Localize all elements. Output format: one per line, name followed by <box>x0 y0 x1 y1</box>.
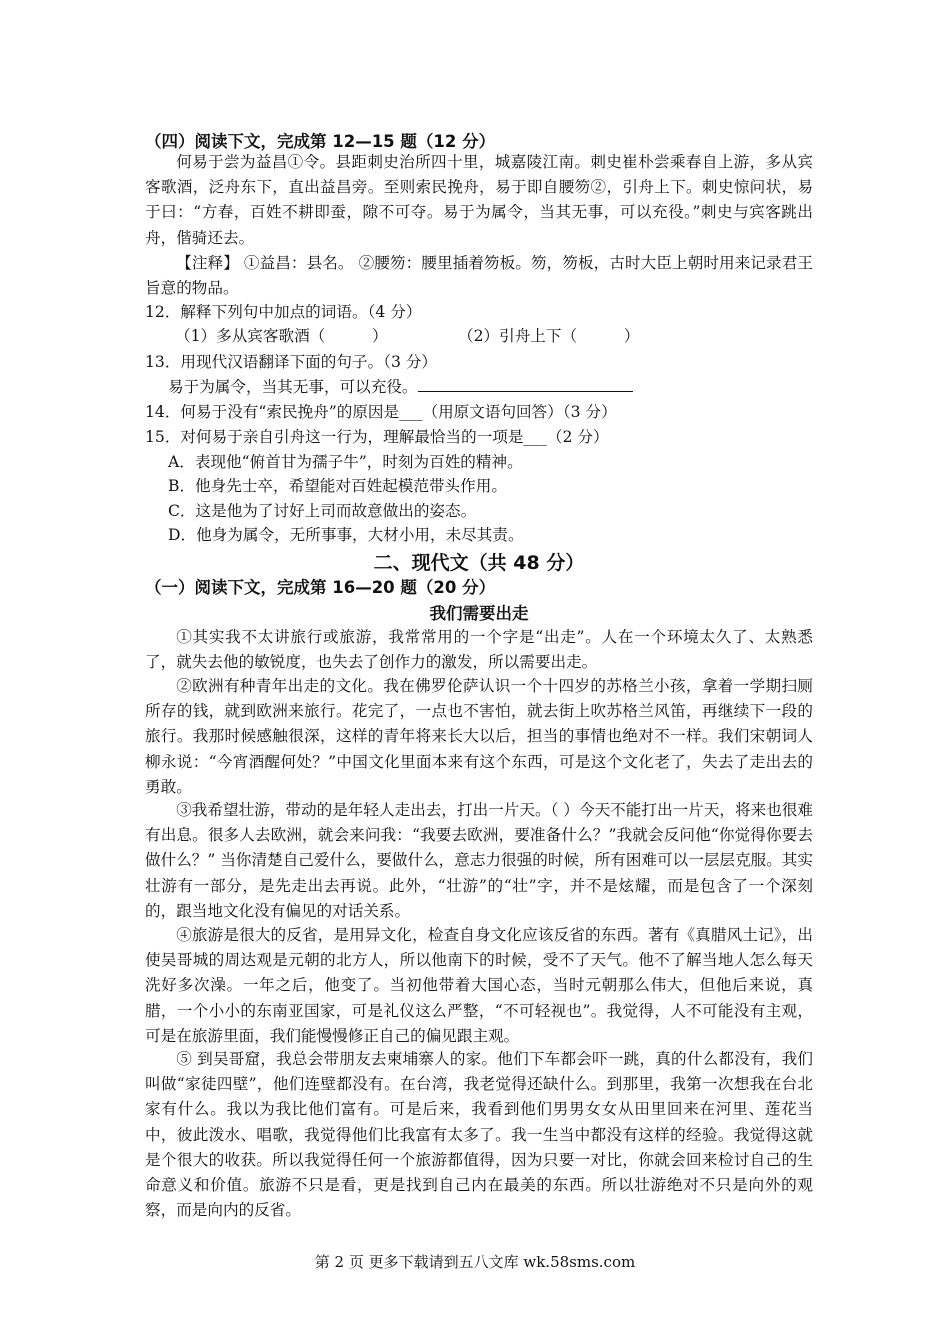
article-paragraph-4: ④旅游是很大的反省，是用异文化，检查自身文化应该反省的东西。著有《真腊风土记》，出使吴哥城的周达观是元朝的北方人，所以他南下的时候，受不了天气。他不了解当地人怎么每天洗好多次澡。一年之后，他变了。当初他带着大国心态，当时元朝那么伟大，但他后来说，真腊，一个小小的东南亚国家，可是礼仪这么严整，“不可轻视也”。我觉得，人不可能没有主观，可是在旅游里面，我们能慢慢修正自己的偏见跟主观。 <box>145 926 813 1045</box>
option-a: A．表现他“俯首甘为孺子牛”，时刻为百姓的精神。 <box>168 453 523 471</box>
subsection-1-title: （一）阅读下文，完成第 16—20 题（20 分） <box>145 578 496 597</box>
article-title: 我们需要出走 <box>429 604 529 623</box>
annotation-note: 【注释】 ①益昌：县名。 ②腰笏：腰里插着笏板。笏，笏板，古时大臣上朝时用来记录君王旨意的物品。 <box>145 254 813 298</box>
option-c: C．这是他为了讨好上司而故意做出的姿态。 <box>168 502 477 520</box>
question-14: 14．何易于没有“索民挽舟”的原因是___（用原文语句回答）（3 分） <box>145 403 617 421</box>
classical-passage: 何易于尝为益昌①令。县距刺史治所四十里，城嘉陵江南。刺史崔朴尝乘春自上游，多从宾客歌酒，泛舟东下，直出益昌旁。至则索民挽舟，易于即自腰笏②，引舟上下。刺史惊问状，易于曰：“方春，百姓不耕即蚕，隙不可夺。易于为属令，当其无事，可以充役。”刺史与宾客跳出舟，偕骑还去。 <box>145 153 813 247</box>
question-13-sentence: 易于为属令，当其无事，可以充役。 <box>168 378 418 396</box>
section-4-title: （四）阅读下文，完成第 12—15 题（12 分） <box>145 132 496 151</box>
question-12: 12．解释下列句中加点的词语。（4 分） <box>145 303 422 321</box>
part-2-title: 二、现代文（共 48 分） <box>373 552 585 574</box>
question-12-item-1: （1）多从宾客歌酒（ ） <box>175 327 388 345</box>
page-footer: 第 2 页 更多下载请到五八文库 wk.58sms.com <box>314 1253 636 1271</box>
article-paragraph-5: ⑤ 到吴哥窟，我总会带朋友去柬埔寨人的家。他们下车都会吓一跳，真的什么都没有，我们叫做“家徒四壁”，他们连壁都没有。在台湾，我老觉得还缺什么。到那里，我第一次想我在台北家有什么。我以为我比他们富有。可是后来，我看到他们男男女女从田里回来在河里、莲花当中，彼此泼水、唱歌，我觉得他们比我富有太多了。我一生当中都没有这样的经验。我觉得这就是个很大的收获。所以我觉得任何一个旅游都值得，因为只要一对比，你就会回来检讨自己的生命意义和价值。旅游不只是看，更是找到自己内在最美的东西。所以壮游绝对不只是向外的观察，而是向内的反省。 <box>145 1050 813 1220</box>
option-d: D．他身为属令，无所事事，大材小用，未尽其责。 <box>168 526 524 544</box>
answer-blank[interactable] <box>418 377 633 392</box>
question-13: 13．用现代汉语翻译下面的句子。（3 分） <box>145 353 438 371</box>
article-paragraph-2: ②欧洲有种青年出走的文化。我在佛罗伦萨认识一个十四岁的苏格兰小孩，拿着一学期扫厕所存的钱，就到欧洲来旅行。花完了，一点也不害怕，就去街上吹苏格兰风笛，再继续下一段的旅行。我那时候感触很深，这样的青年将来长大以后，担当的事情也绝对不一样。我们宋朝词人柳永说：“今宵酒醒何处？”中国文化里面本来有这个东西，可是这个文化老了，失去了走出去的勇敢。 <box>145 677 813 796</box>
option-b: B．他身先士卒，希望能对百姓起模范带头作用。 <box>168 477 507 495</box>
question-13-sentence-row <box>168 375 633 397</box>
article-paragraph-1: ①其实我不太讲旅行或旅游，我常常用的一个字是“出走”。人在一个环境太久了、太熟悉了，就失去他的敏锐度，也失去了创作力的激发，所以需要出走。 <box>145 628 813 672</box>
question-15: 15．对何易于亲自引舟这一行为，理解最恰当的一项是___（2 分） <box>145 428 609 446</box>
question-12-item-2: （2）引舟上下（ ） <box>458 327 640 345</box>
article-paragraph-3: ③我希望壮游，带动的是年轻人走出去，打出一片天。（ ）今天不能打出一片天，将来也很难有出息。很多人去欧洲，就会来问我：“我要去欧洲，要准备什么？”我就会反问他“你觉得你要去做什么？” 当你清楚自己爱什么，要做什么，意志力很强的时候，所有困难可以一层层克服。其实壮游有一部分，是先走出去再说。此外，“壮游”的“壮”字，并不是炫耀，而是包含了一个深刻的，跟当地文化没有偏见的对话关系。 <box>145 801 813 920</box>
